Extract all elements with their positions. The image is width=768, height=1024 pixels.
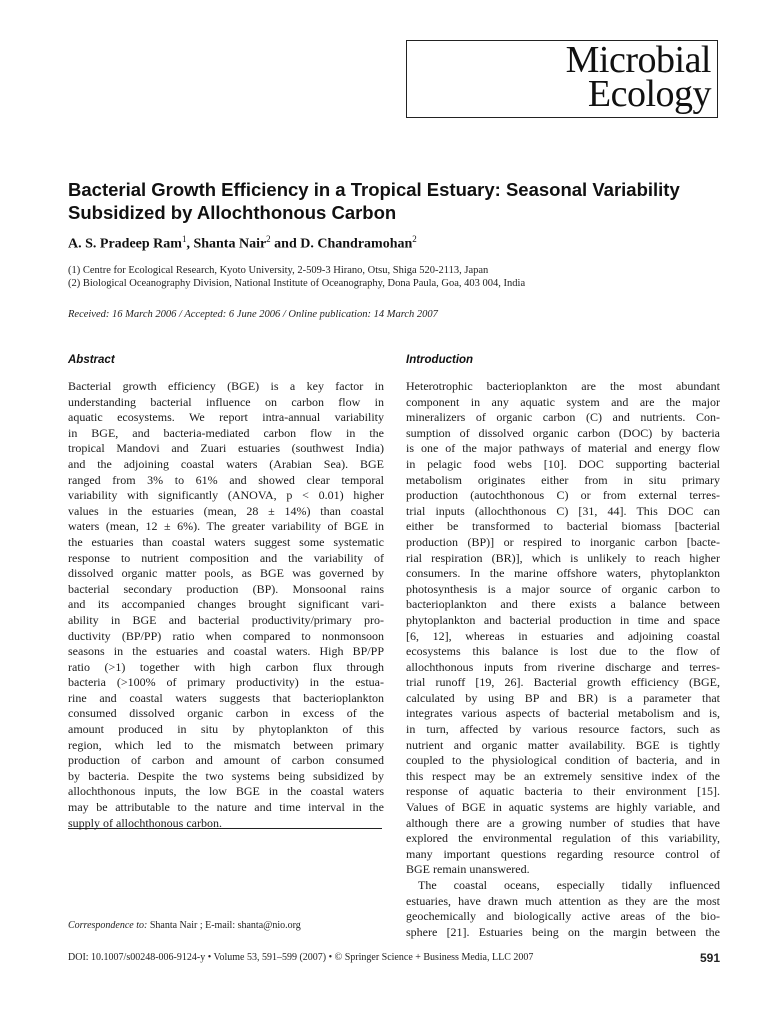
- introduction-section: [406, 354, 720, 940]
- text-line: and the adjoining coastal waters (Arabian Sea). BGE: [68, 456, 384, 471]
- publication-dates: Received: 16 March 2006 / Accepted: 6 June 2006 / Online publication: 14 March 2007: [68, 309, 438, 320]
- text-line: amount produced in situ by phytoplankton of this: [68, 722, 384, 737]
- abstract-heading: Abstract: [68, 354, 115, 366]
- author-separator: and: [270, 236, 301, 252]
- text-line: ability in BGE and bacterial productivity/primary pro-: [68, 612, 384, 627]
- text-line: rine and coastal waters suggests that bacterioplankton: [68, 690, 384, 705]
- author-affiliation-mark: 2: [266, 234, 271, 244]
- text-line: The coastal oceans, especially tidally influenced: [418, 878, 720, 892]
- doi-line: DOI: 10.1007/s00248-006-9124-y • Volume 53, 591–599 (2007) • © Springer Science + Business Media, LLC 2007: [68, 952, 534, 963]
- text-line: photosynthesis is a major source of organic carbon to: [406, 581, 720, 596]
- text-line: many important questions regarding resource control of: [406, 846, 720, 861]
- journal-name-line1: Microbial: [565, 39, 711, 81]
- text-line: in pelagic food webs [10]. DOC supporting bacterial: [406, 456, 720, 471]
- text-line: response to nutrient composition and the variability of: [68, 550, 384, 565]
- introduction-body: [406, 379, 720, 940]
- text-line: and its accompanied changes brought significant vari-: [68, 597, 384, 612]
- journal-logo-box: [406, 40, 718, 118]
- text-line: response of aquatic bacteria to their environment [15].: [406, 784, 720, 799]
- text-line: Values of BGE in aquatic systems are highly variable, and: [406, 800, 720, 815]
- text-line: explored the environmental regulation of this variability,: [406, 831, 720, 846]
- text-line: Bacterial growth efficiency (BGE) is a key factor in: [68, 379, 384, 393]
- text-line: phytoplankton and bacterial production in time and space: [406, 612, 720, 627]
- text-line: dissolved organic matter pools, as BGE was governed by: [68, 566, 384, 581]
- text-line: Heterotrophic bacterioplankton are the most abundant: [406, 379, 720, 393]
- text-line: either be transformed to bacterial biomass [bacterial: [406, 519, 720, 534]
- correspondence-note: [68, 920, 388, 931]
- text-line: waters (mean, 12 ± 6%). The greater variability of BGE in: [68, 519, 384, 534]
- text-line: bacterioplankton and there exists a balance between: [406, 597, 720, 612]
- text-line: region, which led to the mismatch between primary: [68, 737, 384, 752]
- correspondence-label: Correspondence to:: [68, 920, 148, 931]
- text-line: geochemically and biologically active areas of the bio-: [406, 909, 720, 924]
- affiliation-line: (2) Biological Oceanography Division, National Institute of Oceanography, Dona Paula, Goa, 403 004, India: [68, 278, 526, 289]
- text-line: component in any aquatic system and are the major: [406, 394, 720, 409]
- page-number: 591: [699, 951, 720, 965]
- article-title: Bacterial Growth Efficiency in a Tropical Estuary: Seasonal Variability Subsidized by Allochthonous Carbon: [68, 179, 680, 223]
- text-line: tropical Mandovi and Zuari estuaries (southwest India): [68, 441, 384, 456]
- abstract-section: [68, 354, 384, 831]
- text-line: this respect may be an extremely sensitive index of the: [406, 768, 720, 783]
- page-footer: [68, 952, 720, 966]
- text-line: consumed dissolved organic carbon in excess of the: [68, 706, 384, 721]
- text-line: metabolism originates either from in situ primary: [406, 472, 720, 487]
- text-line: ductivity (BP/PP) ratio when compared to nonmonsoon: [68, 628, 384, 643]
- text-line: seasons in the estuaries and coastal waters. High BP/PP: [68, 644, 384, 659]
- text-line: aquatic ecosystems. We report intra-annual variability: [68, 410, 384, 425]
- text-line: the estuaries than coastal waters suggest some systematic: [68, 534, 384, 549]
- introduction-heading: Introduction: [406, 354, 474, 366]
- text-line: trial inputs (allochthonous C) [31, 44]. This DOC can: [406, 503, 720, 518]
- text-line: coupled to the physiological condition of bacteria, and in: [406, 753, 720, 768]
- text-line: ratio (>1) together with high carbon flux through: [68, 659, 384, 674]
- author-separator: ,: [186, 236, 194, 252]
- text-line: may be attributable to the nature and time interval in the: [68, 800, 384, 815]
- text-line: allochthonous inputs, the low BGE in the coastal waters: [68, 784, 384, 799]
- correspondence-text: Shanta Nair ; E-mail: shanta@nio.org: [147, 920, 301, 931]
- text-line: variability with significantly (ANOVA, p < 0.01) higher: [68, 488, 384, 503]
- text-line: production (BP)] or respired to inorganic carbon [bacte-: [406, 534, 720, 549]
- author-affiliation-mark: 1: [181, 234, 187, 244]
- text-line: mineralizers of organic carbon (C) and nutrients. Con-: [406, 410, 720, 425]
- text-line: sumption of dissolved organic carbon (DOC) by bacteria: [406, 425, 720, 440]
- text-line: production (autochthonous C) or from external terres-: [406, 488, 720, 503]
- text-line: calculated by using BP and BR) is a parameter that: [406, 690, 720, 705]
- text-line: values in the estuaries (mean, 28 ± 14%) than coastal: [68, 503, 384, 518]
- text-line: supply of allochthonous carbon.: [68, 815, 222, 830]
- author-affiliation-mark: 2: [412, 234, 417, 244]
- abstract-body: [68, 379, 384, 831]
- text-line: nutrient and organic matter availability. BGE is tightly: [406, 737, 720, 752]
- text-line: estuaries, have drawn much attention as they are the most: [406, 893, 720, 908]
- text-line: sphere [21]. Estuaries being on the margin between the: [406, 924, 720, 939]
- text-line: by bacteria. Despite the two systems being subsidized by: [68, 768, 384, 783]
- footnote-divider: [68, 828, 382, 829]
- text-line: consumers. In the marine offshore waters, phytoplankton: [406, 566, 720, 581]
- text-line: ranged from 3% to 61% and showed clear temporal: [68, 472, 384, 487]
- text-line: trial runoff [19, 26]. Bacterial growth efficiency (BGE,: [406, 675, 720, 690]
- text-line: integrates various aspects of bacterial metabolism and is,: [406, 706, 720, 721]
- text-line: is one of the major pathways of material and energy flow: [406, 441, 720, 456]
- author-name: A. S. Pradeep Ram: [68, 236, 182, 252]
- text-line: understanding bacterial influence on carbon flow in: [68, 394, 384, 409]
- text-line: BGE remain unanswered.: [406, 862, 530, 877]
- author-name: D. Chandramohan: [300, 236, 413, 252]
- author-list: [68, 234, 708, 253]
- text-line: ecosystems this balance is lost due to the flow of: [406, 644, 720, 659]
- journal-name: [565, 39, 711, 115]
- affiliation-line: (1) Centre for Ecological Research, Kyoto University, 2-509-3 Hirano, Otsu, Shiga 520-2113, Japan: [68, 265, 489, 276]
- author-name: Shanta Nair: [193, 236, 267, 252]
- text-line: bacterial secondary production (BP). Monsoonal rains: [68, 581, 384, 596]
- text-line: bacteria (>100% of primary productivity) in the estua-: [68, 675, 384, 690]
- text-line: rial respiration (BR)], which is unlikely to reach higher: [406, 550, 720, 565]
- journal-name-line2: Ecology: [587, 73, 711, 115]
- text-line: in turn, affected by various resource factors, such as: [406, 722, 720, 737]
- text-line: in BGE, and bacteria-mediated carbon flow in the: [68, 425, 384, 440]
- text-line: [6, 12], whereas in estuaries and adjoining coastal: [406, 628, 720, 643]
- text-line: allochthonous inputs from riverine discharge and terres-: [406, 659, 720, 674]
- text-line: although there are a growing number of studies that have: [406, 815, 720, 830]
- text-line: production of carbon and amount of carbon consumed: [68, 753, 384, 768]
- affiliations: [68, 264, 708, 290]
